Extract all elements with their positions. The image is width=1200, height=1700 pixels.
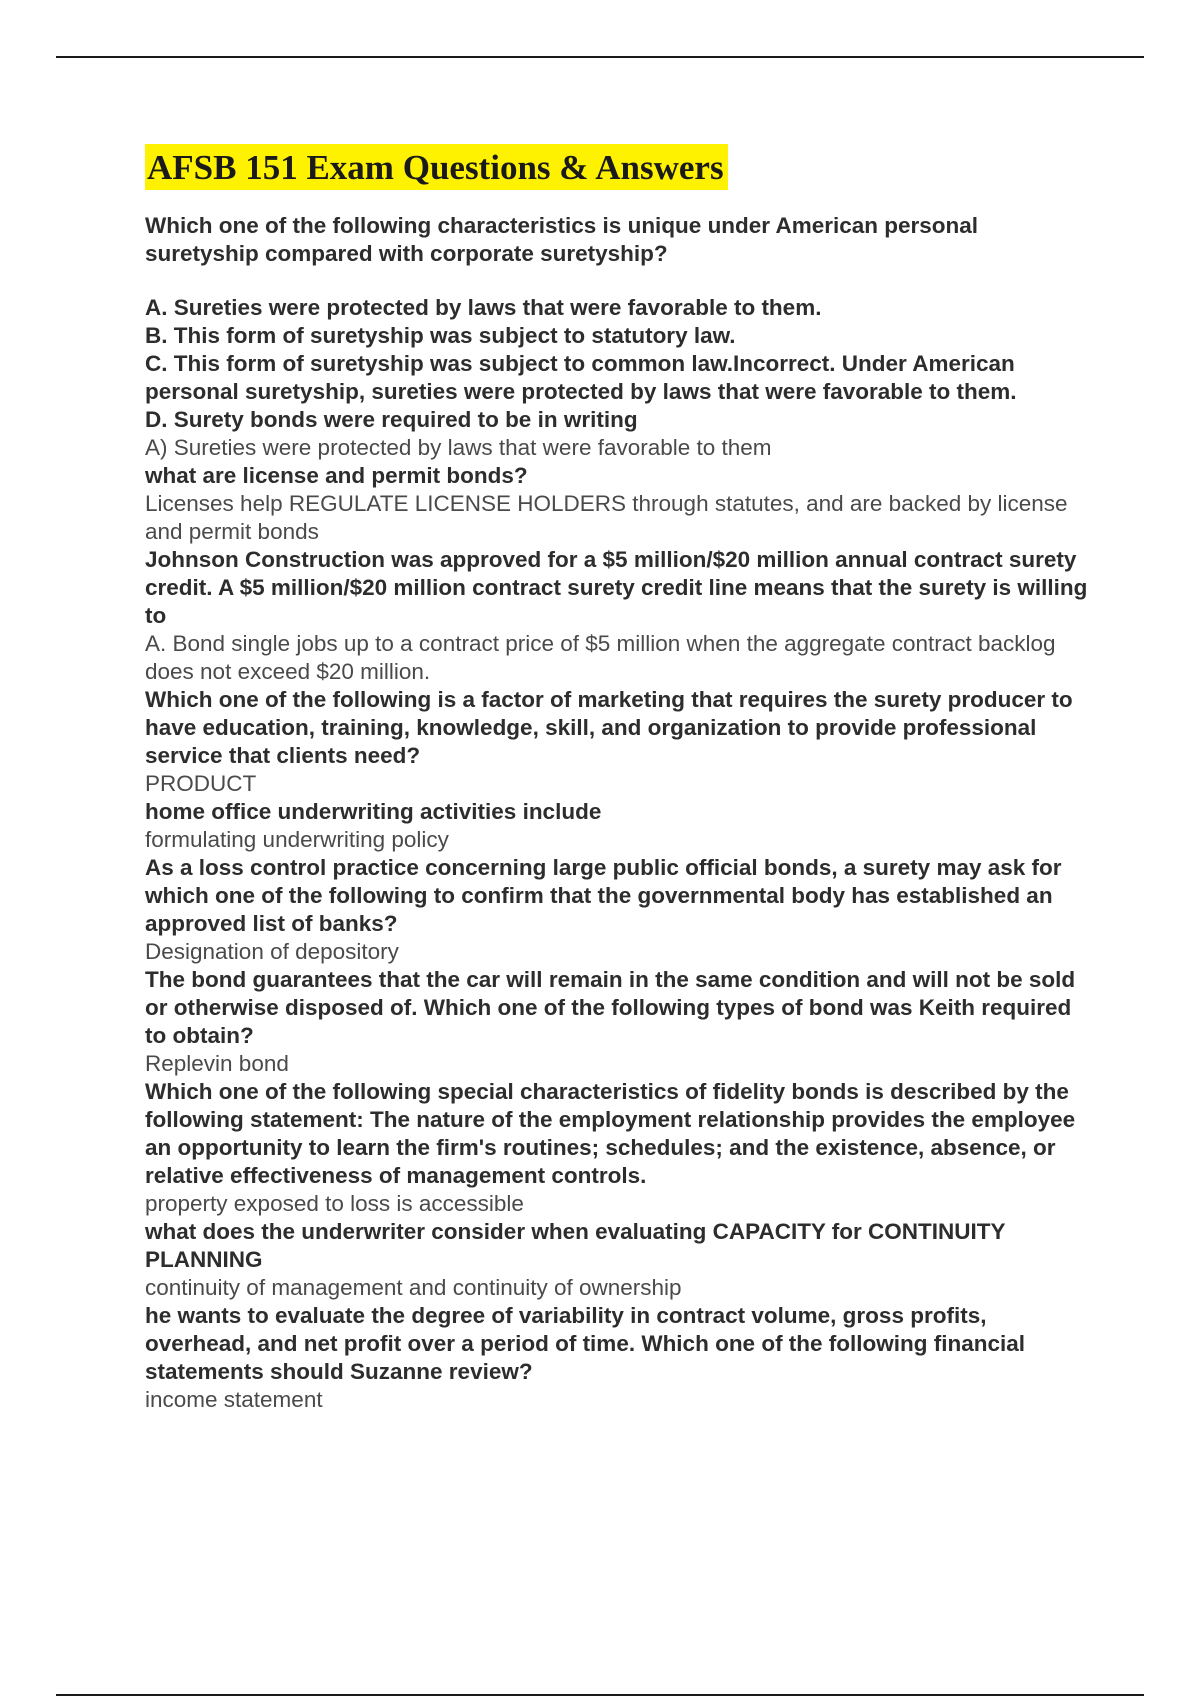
document-title: AFSB 151 Exam Questions & Answers	[145, 144, 728, 190]
answer-10: income statement	[145, 1387, 323, 1412]
question-2: what are license and permit bonds?	[145, 463, 528, 488]
question-7: The bond guarantees that the car will remain in the same condition and will not be sold or otherwise disposed of. Which one of the following types of bond was Keith required to obtain?	[145, 967, 1076, 1048]
question-1: Which one of the following characteristics is unique under American personal suretyship compared with corporate suretyship?	[145, 213, 979, 266]
answer-8: property exposed to loss is accessible	[145, 1191, 524, 1216]
question-3: Johnson Construction was approved for a $5 million/$20 million annual contract surety credit. A $5 million/$20 million contract surety credit line means that the surety is willing to	[145, 547, 1088, 628]
question-9: what does the underwriter consider when evaluating CAPACITY for CONTINUITY PLANNING	[145, 1219, 1006, 1272]
question-8: Which one of the following special characteristics of fidelity bonds is described by the following statement: The nature of the employment relationship provides the employee an opportunity to learn the firm's routines; schedules; and the existence, absence, or relative effectiveness of management controls.	[145, 1079, 1076, 1188]
answer-2: Licenses help REGULATE LICENSE HOLDERS through statutes, and are backed by license and permit bonds	[145, 491, 1068, 544]
document-body	[145, 144, 1090, 1414]
qa-list	[145, 212, 1090, 1414]
question-4: Which one of the following is a factor of marketing that requires the surety producer to have education, training, knowledge, skill, and organization to provide professional service that clients need?	[145, 687, 1073, 768]
answer-1: A) Sureties were protected by laws that were favorable to them	[145, 435, 772, 460]
answer-4: PRODUCT	[145, 771, 257, 796]
question-6: As a loss control practice concerning large public official bonds, a surety may ask for which one of the following to confirm that the governmental body has established an approved list of banks?	[145, 855, 1062, 936]
option-b: B. This form of suretyship was subject to statutory law.	[145, 323, 736, 348]
answer-9: continuity of management and continuity of ownership	[145, 1275, 682, 1300]
question-10: he wants to evaluate the degree of variability in contract volume, gross profits, overhead, and net profit over a period of time. Which one of the following financial statements should Suzanne review?	[145, 1303, 1026, 1384]
answer-5: formulating underwriting policy	[145, 827, 449, 852]
answer-7: Replevin bond	[145, 1051, 289, 1076]
top-rule	[56, 56, 1144, 58]
answer-3: A. Bond single jobs up to a contract price of $5 million when the aggregate contract backlog does not exceed $20 million.	[145, 631, 1056, 684]
option-d: D. Surety bonds were required to be in writing	[145, 407, 638, 432]
question-5: home office underwriting activities include	[145, 799, 602, 824]
option-a: A. Sureties were protected by laws that were favorable to them.	[145, 295, 822, 320]
option-c: C. This form of suretyship was subject to common law.Incorrect. Under American personal suretyship, sureties were protected by laws that were favorable to them.	[145, 351, 1017, 404]
answer-6: Designation of depository	[145, 939, 399, 964]
bottom-rule	[56, 1694, 1144, 1696]
